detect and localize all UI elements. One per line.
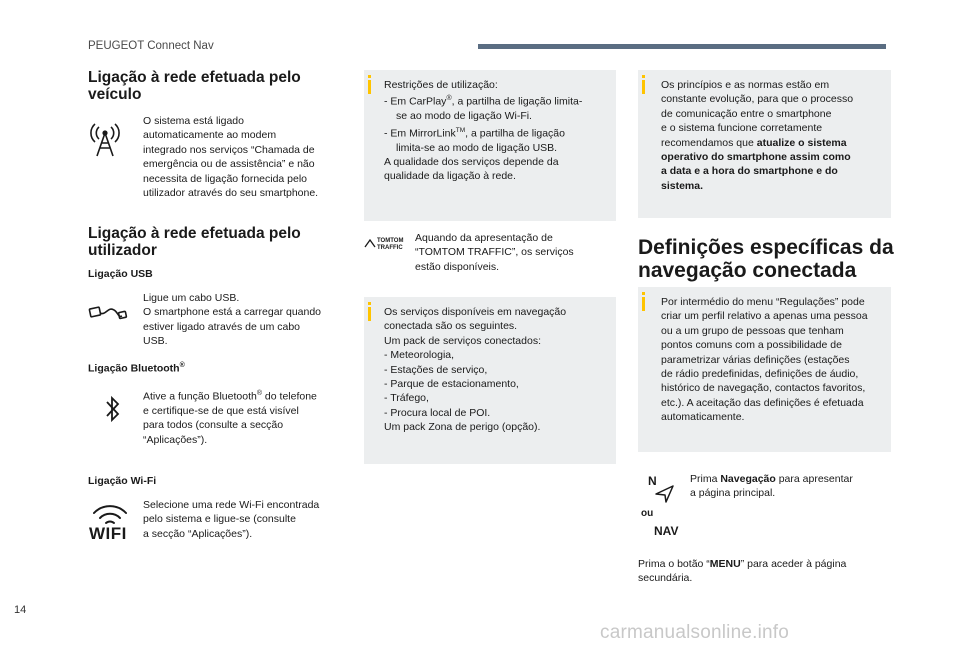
- menu-text: Prima o botão “MENU” para aceder à página secundária.: [638, 558, 847, 585]
- connected-services-info-box: Os serviços disponíveis em navegação conectada são os seguintes. Um pack de serviços conectados: - Meteorologia, - Estações de serviço, - Parque de estacionamento, - Tráfego, - Procura local de POI. Um pack Zona de perigo (opção).: [364, 297, 616, 464]
- wifi-subhead: Ligação Wi-Fi: [88, 475, 157, 487]
- watermark: carmanualsonline.info: [600, 622, 790, 643]
- navigation-text: Prima Navegação para apresentar a página principal.: [690, 473, 853, 500]
- info-icon: [368, 307, 371, 321]
- restrictions-info-box: Restrições de utilização: - Em CarPlay®, a partilha de ligação limita- se ao modo de ligação Wi-Fi. - Em MirrorLink™, a partilha de ligação limita-se ao modo de ligação USB. A qualidade dos serviços depende da qualidade da ligação à rede.: [364, 70, 616, 221]
- tomtom-traffic-icon: TOMTOM TRAFFIC: [364, 237, 410, 255]
- bluetooth-text: Ative a função Bluetooth® do telefone e certifique-se de que está visível para todos (consulte a secção “Aplicações”).: [143, 390, 317, 446]
- profiles-info-box: Por intermédio do menu “Regulações” pode criar um perfil relativo a apenas uma pessoa ou a um grupo de pessoas que tenham pontos comuns com a possibilidade de parametrizar várias definições (estações de rádio predefinidas, definições de áudio, histórico de navegação, contactos favoritos, etc.). A aceitação das definições é efetuada automaticamente.: [638, 287, 891, 452]
- header-bar: [478, 44, 886, 49]
- wifi-text: Selecione uma rede Wi-Fi encontrada pelo sistema e ligue-se (consulte a secção “Aplicações”).: [143, 499, 320, 540]
- bluetooth-subhead: Ligação Bluetooth®: [88, 362, 185, 375]
- antenna-icon: [88, 118, 122, 158]
- info-icon: [642, 297, 645, 311]
- info-icon: [642, 80, 645, 94]
- wifi-icon: WIFI: [88, 504, 132, 544]
- usb-text: Ligue um cabo USB. O smartphone está a carregar quando estiver ligado através de um cabo USB.: [143, 292, 322, 348]
- usb-subhead: Ligação USB: [88, 268, 153, 280]
- vehicle-connection-text: O sistema está ligado automaticamente ao modem integrado nos serviços “Chamada de emergência ou de assistência” e não necessita de ligação fornecida pelo utilizador através do seu smartphone.: [143, 115, 319, 200]
- page-number: 14: [14, 604, 27, 616]
- header-label: PEUGEOT Connect Nav: [88, 40, 214, 52]
- usb-cable-icon: [88, 302, 128, 324]
- navigation-icon: N: [648, 474, 678, 504]
- smartphone-update-info-box: Os princípios e as normas estão em constante evolução, para que o processo de comunicação entre o smartphone e o sistema funcione corretamente recomendamos que atualize o sistema operativo do smartphone assim como a data e a hora do smartphone e do sistema.: [638, 70, 891, 218]
- section-title-connected-navigation: Definições específicas da navegação conectada: [638, 236, 894, 282]
- section-title-user-connection: Ligação à rede efetuada pelo utilizador: [88, 225, 301, 259]
- bluetooth-icon: [104, 394, 122, 424]
- or-label: ou: [641, 508, 654, 519]
- info-icon: [368, 80, 371, 94]
- section-title-vehicle-connection: Ligação à rede efetuada pelo veículo: [88, 69, 301, 103]
- tomtom-text: Aquando da apresentação de “TOMTOM TRAFFIC”, os serviços estão disponíveis.: [415, 232, 574, 273]
- nav-button-label: NAV: [654, 524, 679, 538]
